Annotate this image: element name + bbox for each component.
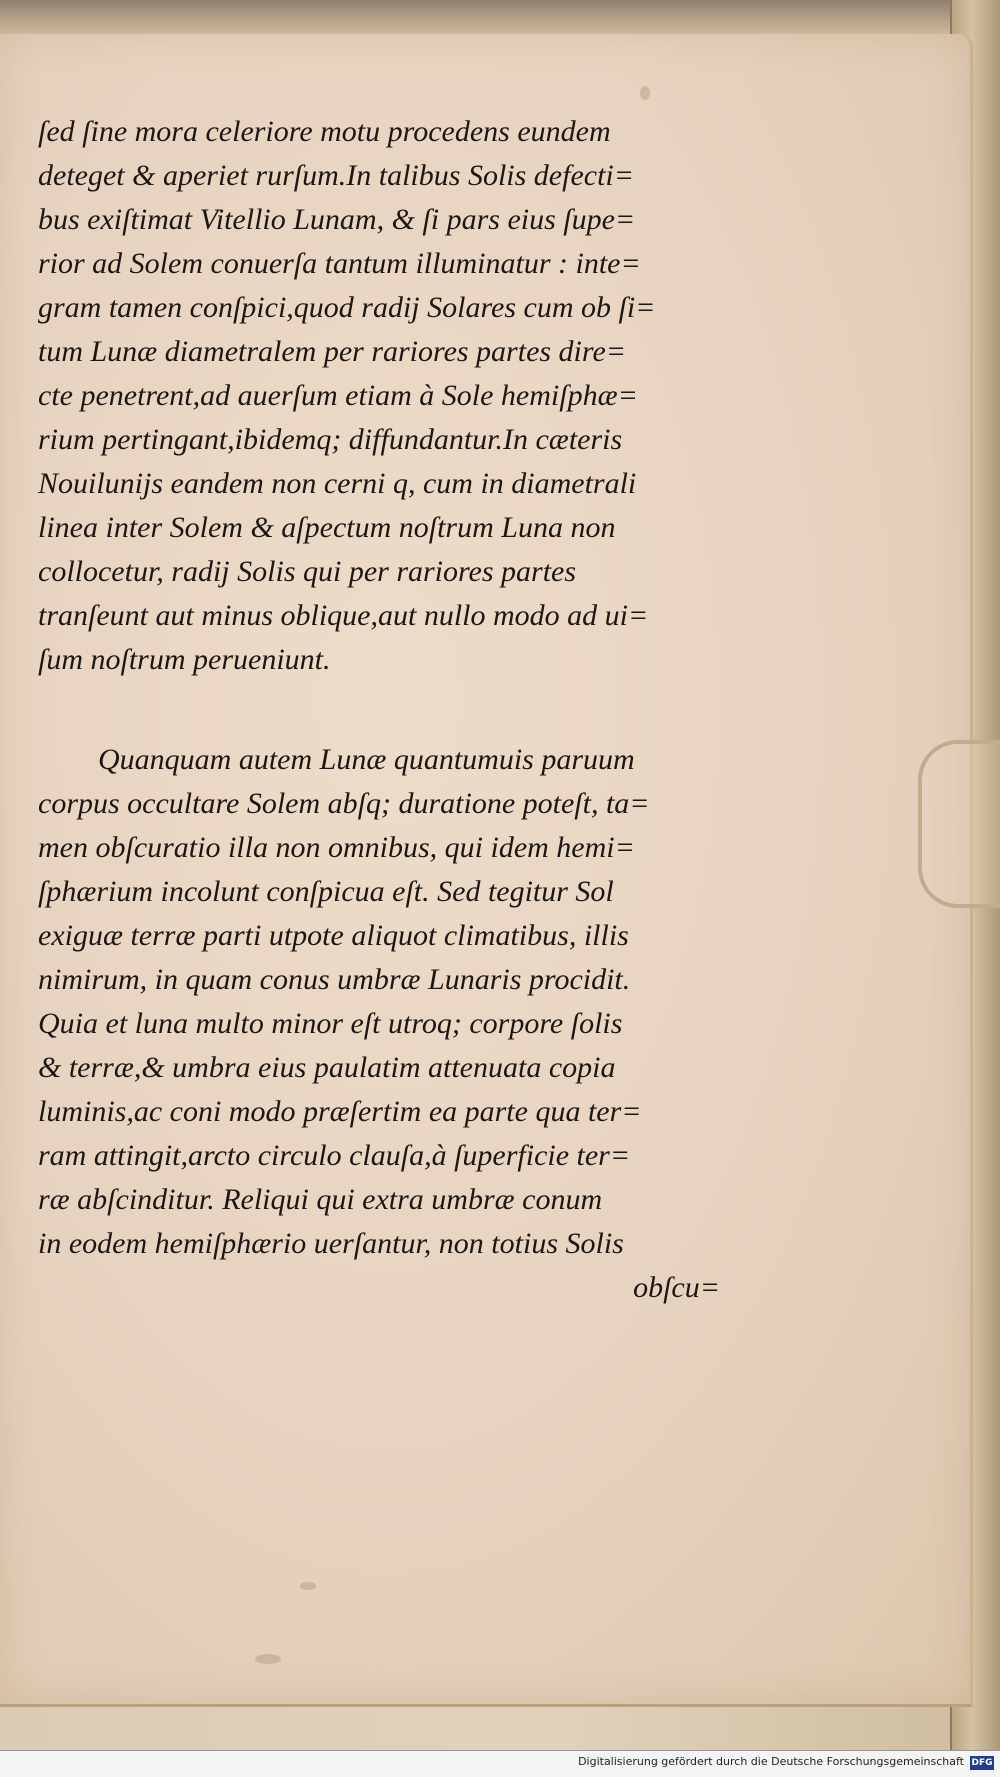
text-line: ſum noſtrum perueniunt. [38,643,331,676]
digitization-credit: Digitalisierung gefördert durch die Deutsche Forschungsgemeinschaft [578,1755,964,1768]
text-line: ſed ſine mora celeriore motu procedens eundem [38,115,611,148]
paragraph-2 [38,738,728,1266]
dfg-logo-icon: DFG [971,1758,993,1768]
text-line: linea inter Solem & aſpectum noſtrum Luna non [38,511,616,544]
text-line: collocetur, radij Solis qui per rariores partes [38,555,577,588]
ink-stain [255,1654,281,1664]
text-line: ræ abſcinditur. Reliqui qui extra umbræ conum [38,1183,603,1216]
text-line: Quia et luna multo minor eſt utroq; corpore ſolis [38,1007,623,1040]
text-line: rium pertingant,ibidemq; diffundantur.In cæteris [38,423,623,456]
text-line: corpus occultare Solem abſq; duratione poteſt, ta= [38,787,650,820]
text-line: & terræ,& umbra eius paulatim attenuata copia [38,1051,616,1084]
text-line: gram tamen conſpici,quod radij Solares cum ob ſi= [38,291,656,324]
ink-stain [300,1582,316,1590]
text-line: cte penetrent,ad auerſum etiam à Sole hemiſphæ= [38,379,638,412]
text-line: ſphærium incolunt conſpicua eſt. Sed tegitur Sol [38,875,614,908]
catchword: obſcu= [633,1271,720,1304]
text-line: Quanquam autem Lunæ quantumuis paruum [98,743,635,776]
ink-stain [640,86,650,100]
text-line: tum Lunæ diametralem per rariores partes dire= [38,335,627,368]
text-line: deteget & aperiet rurſum.In talibus Solis defecti= [38,159,634,192]
text-line: exiguæ terræ parti utpote aliquot climatibus, illis [38,919,629,952]
text-line: tranſeunt aut minus oblique,aut nullo modo ad ui= [38,599,649,632]
text-line: ram attingit,arcto circulo clauſa,à ſuperficie ter= [38,1139,631,1172]
text-line: nimirum, in quam conus umbræ Lunaris procidit. [38,963,631,996]
text-line: luminis,ac coni modo præſertim ea parte qua ter= [38,1095,642,1128]
text-line: bus exiſtimat Vitellio Lunam, & ſi pars eius ſupe= [38,203,636,236]
book-top-edge [0,0,1000,34]
paragraph-gap [38,682,728,738]
body-text [38,110,728,1310]
paragraph-1 [38,110,728,682]
text-line: in eodem hemiſphærio uerſantur, non totius Solis [38,1227,624,1260]
book-clasp [918,740,1000,908]
text-line: Nouilunijs eandem non cerni q, cum in diametrali [38,467,637,500]
text-line: rior ad Solem conuerſa tantum illuminatur : inte= [38,247,641,280]
footer-bar [0,1750,1000,1777]
text-line: men obſcuratio illa non omnibus, qui idem hemi= [38,831,635,864]
